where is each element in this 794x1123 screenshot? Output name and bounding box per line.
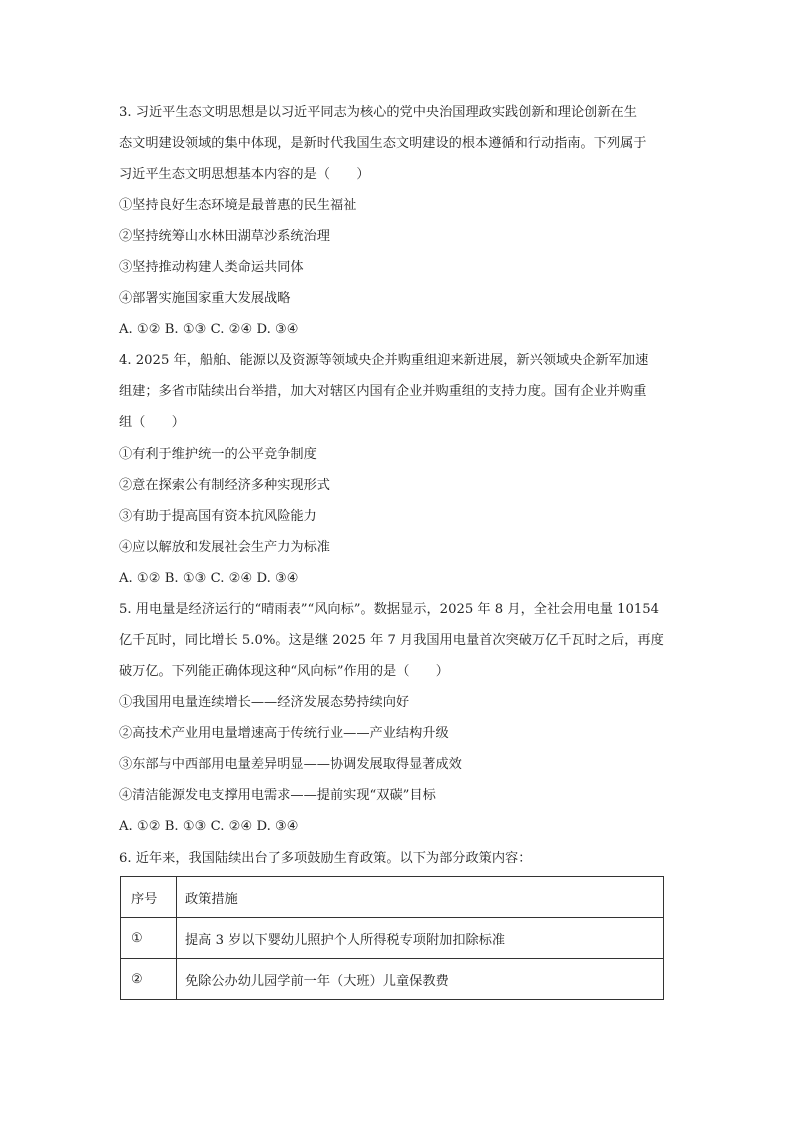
question-stem-line: 5. 用电量是经济运行的“晴雨表”“风向标”。数据显示，2025 年 8 月，全社会用电量 10154 [119,602,660,617]
option-statement: ②坚持统筹山水林田湖草沙系统治理 [119,229,330,244]
table-cell-policy: 免除公办幼儿园学前一年（大班）儿童保教费 [177,959,664,1000]
table-row [121,918,664,959]
question-stem-line: 3. 习近平生态文明思想是以习近平同志为核心的党中央治国理政实践创新和理论创新在生 [119,105,637,120]
question-stem-line: 习近平生态文明思想基本内容的是（ ） [119,167,370,182]
answer-choices: A. ①② B. ①③ C. ②④ D. ③④ [119,571,299,586]
question-stem-line: 4. 2025 年，船舶、能源以及资源等领域央企并购重组迎来新进展，新兴领域央企新军加速 [119,353,649,368]
option-statement: ③坚持推动构建人类命运共同体 [119,260,304,275]
option-statement: ④清洁能源发电支撑用电需求——提前实现“双碳”目标 [119,788,436,803]
option-statement: ④应以解放和发展社会生产力为标准 [119,540,330,555]
policy-table [120,876,664,1000]
table-cell-number: ② [121,959,177,1000]
question-stem-line: 6. 近年来，我国陆续出台了多项鼓励生育政策。以下为部分政策内容： [119,851,532,866]
table-header-cell: 序号 [121,877,177,918]
option-statement: ①有利于维护统一的公平竞争制度 [119,447,317,462]
answer-choices: A. ①② B. ①③ C. ②④ D. ③④ [119,322,299,337]
table-cell-policy: 提高 3 岁以下婴幼儿照护个人所得税专项附加扣除标准 [177,918,664,959]
question-stem-line: 态文明建设领域的集中体现，是新时代我国生态文明建设的根本遵循和行动指南。下列属于 [119,136,647,151]
option-statement: ④部署实施国家重大发展战略 [119,291,291,306]
question-stem-line: 组（ ） [119,415,185,430]
option-statement: ②意在探索公有制经济多种实现形式 [119,478,330,493]
option-statement: ③有助于提高国有资本抗风险能力 [119,509,317,524]
question-stem-line: 亿千瓦时，同比增长 5.0%。这是继 2025 年 7 月我国用电量首次突破万亿千瓦时之后，再度 [119,633,664,648]
table-cell-number: ① [121,918,177,959]
option-statement: ①坚持良好生态环境是最普惠的民生福祉 [119,198,357,213]
option-statement: ①我国用电量连续增长——经济发展态势持续向好 [119,695,410,710]
table-header-row [121,877,664,918]
table-header-cell: 政策措施 [177,877,664,918]
question-stem-line: 破万亿。下列能正确体现这种“风向标”作用的是（ ） [119,664,449,679]
table-row [121,959,664,1000]
question-stem-line: 组建；多省市陆续出台举措，加大对辖区内国有企业并购重组的支持力度。国有企业并购重 [119,384,647,399]
option-statement: ②高技术产业用电量增速高于传统行业——产业结构升级 [119,726,449,741]
option-statement: ③东部与中西部用电量差异明显——协调发展取得显著成效 [119,757,462,772]
answer-choices: A. ①② B. ①③ C. ②④ D. ③④ [119,819,299,834]
